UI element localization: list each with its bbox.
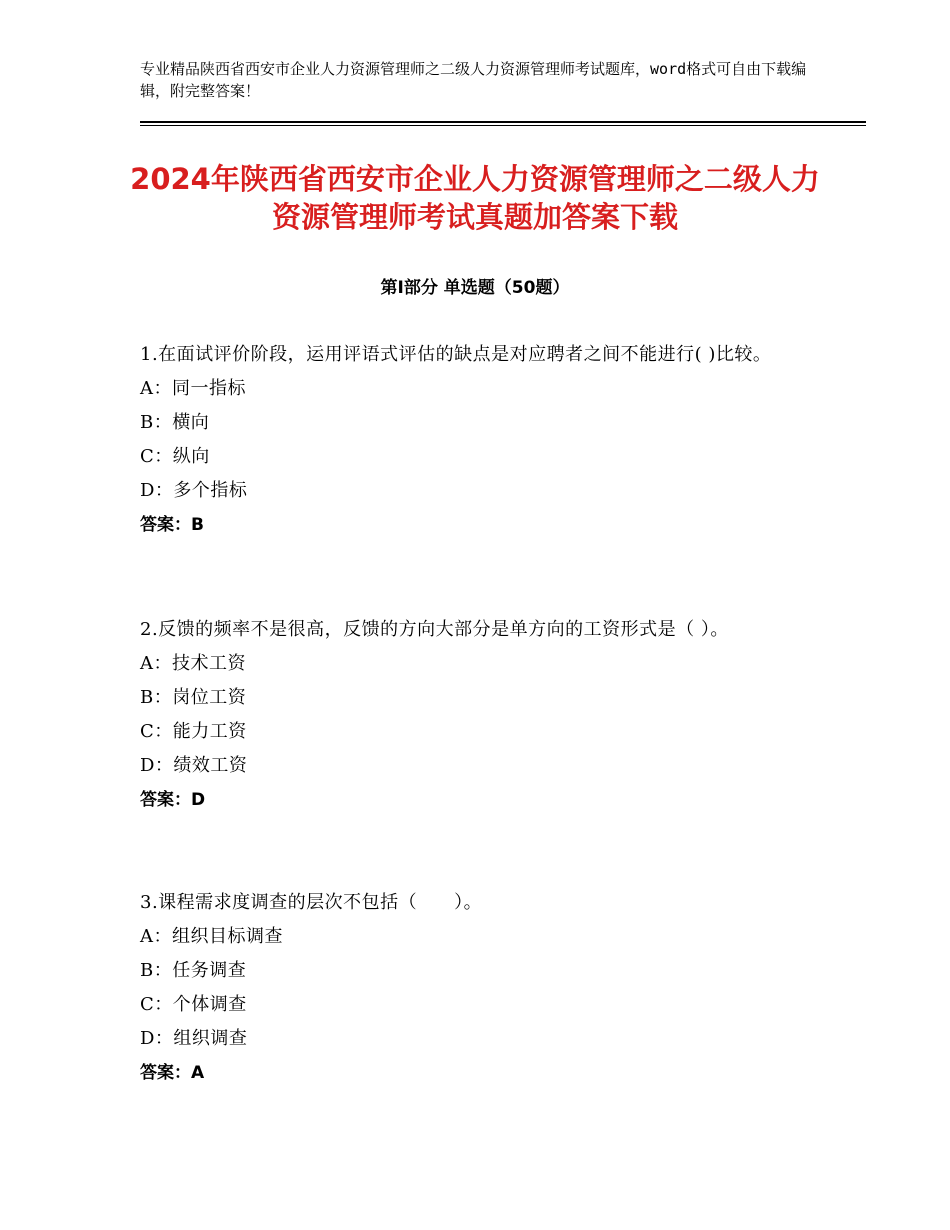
option-a: A：组织目标调查	[140, 926, 283, 947]
answer: 答案：B	[140, 515, 204, 535]
answer: 答案：A	[140, 1063, 205, 1083]
section-heading: 第Ⅰ部分 单选题（50题）	[380, 278, 570, 298]
option-a: A：同一指标	[140, 378, 246, 399]
option-c: C：能力工资	[140, 721, 247, 742]
answer: 答案：D	[140, 790, 206, 810]
header-rule-thin	[140, 125, 866, 126]
option-b: B：岗位工资	[140, 687, 247, 708]
option-c: C：个体调查	[140, 994, 247, 1015]
option-b: B：任务调查	[140, 960, 247, 981]
option-d: D：多个指标	[140, 480, 248, 501]
question-stem: 1.在面试评价阶段，运用评语式评估的缺点是对应聘者之间不能进行( )比较。	[140, 344, 772, 365]
option-d: D：绩效工资	[140, 755, 248, 776]
document-title: 2024年陕西省西安市企业人力资源管理师之二级人力资源管理师考试真题加答案下载	[130, 162, 820, 234]
option-b: B：横向	[140, 412, 210, 433]
header-rule-thick	[140, 121, 866, 123]
option-c: C：纵向	[140, 446, 210, 467]
question-stem: 2.反馈的频率不是很高，反馈的方向大部分是单方向的工资形式是（ ）。	[140, 619, 729, 640]
option-a: A：技术工资	[140, 653, 246, 674]
option-d: D：组织调查	[140, 1028, 248, 1049]
question-1	[140, 338, 820, 542]
header-note: 专业精品陕西省西安市企业人力资源管理师之二级人力资源管理师考试题库，word格式可自由下载编辑，附完整答案！	[140, 60, 807, 100]
question-3	[140, 886, 820, 1090]
question-stem: 3.课程需求度调查的层次不包括（ ）。	[140, 892, 483, 913]
question-2	[140, 613, 820, 817]
